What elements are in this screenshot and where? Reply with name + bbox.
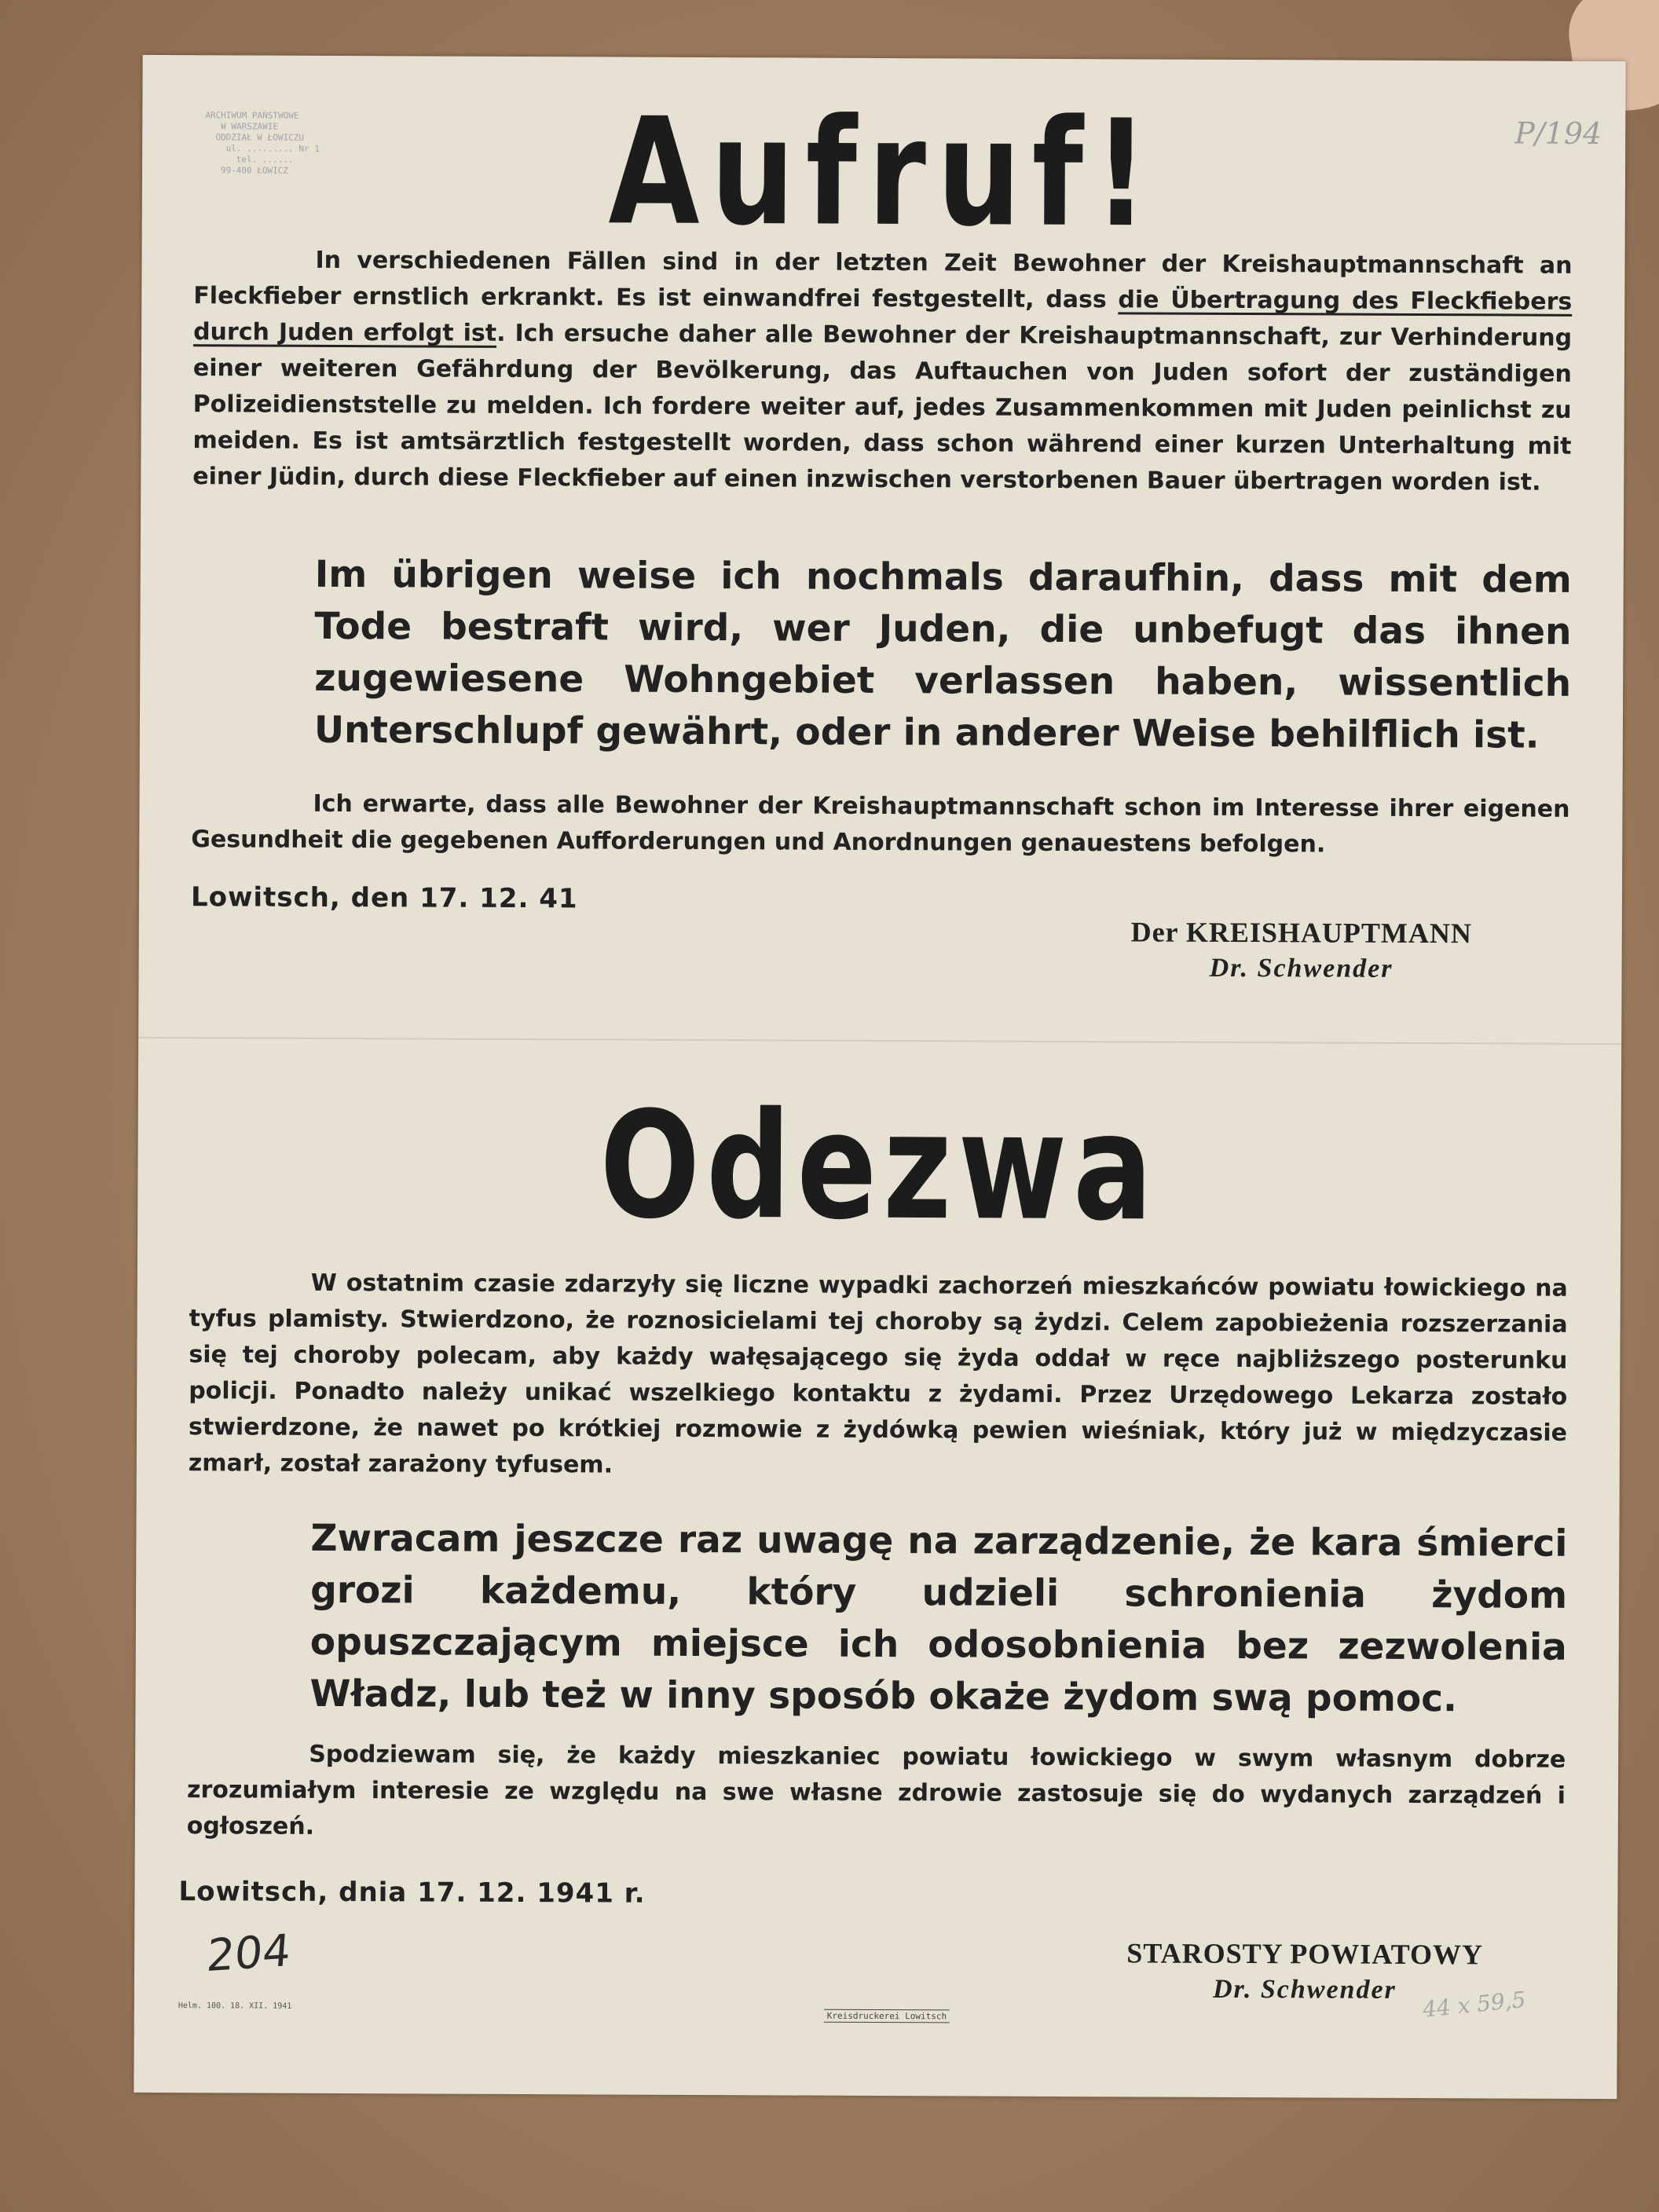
german-place-date: Lowitsch, den 17. 12. 41 [190,881,578,915]
german-paragraph-1-start: In verschiedenen Fällen sind in der letzten Zeit Bewohner der Kreishauptmannschaft an Fleckfieber ernstlich erkrankt. Es ist einwandfrei festgestellt, dass [193,246,1573,314]
pencil-size-note: 44 x 59,5 [1421,1986,1527,2023]
polish-title: Odezwa [599,1080,1159,1254]
german-paragraph-1-end: . Ich ersuche daher alle Bewohner der Kreishauptmannschaft, zur Verhinderung einer weiteren Gefährdung der Bevölkerung, das Auftauchen von Juden sofort der zuständigen Polizeidienststelle zu melden. Ich fordere weiter auf, jedes Zusammenkommen mit Juden peinlichst zu meiden. Es ist amtsärztlich festgestellt worden, dass schon während einer kurzen Unterhaltung mit einer Jüdin, durch diese Fleckfieber auf einen inzwischen verstorbenen Bauer übertragen worden ist. [192,319,1573,496]
german-signature [1066,915,1537,985]
printer-note: Helm. 100. 18. XII. 1941 [178,2001,292,2011]
archive-mark: P/194 [1514,115,1602,151]
polish-paragraph-1: W ostatnim czasie zdarzyły się liczne wypadki zachorzeń mieszkańców powiatu łowickiego na tyfus plamisty. Stwierdzono, że roznosicielami tej choroby są żydzi. Celem zapobieżenia rozszerzania się tej choroby polecam, aby każdy wałęsającego się żyda oddał w ręce najbliższego posterunku policji. Ponadto należy unikać wszelkiego kontaktu z żydami. Przez Urzędowego Lekarza zostało stwierdzone, że nawet po krótkiej rozmowie z żydówką pewien wieśniak, który już w międzyczasie zmarł, został zarażony tyfusem. [188,1269,1568,1479]
archive-stamp: ARCHIWUM PAŃSTWOWE W WARSZAWIE ODDZIAŁ W ŁOWICZU ul. ......... Nr 1 tel. ...... 99-400 ŁOWICZ [204,110,320,176]
polish-place-date: Lowitsch, dnia 17. 12. 1941 r. [178,1876,646,1910]
german-title: Aufruf! [608,86,1159,261]
german-paragraph-2: Im übrigen weise ich nochmals daraufhin, dass mit dem Tode bestraft wird, wer Juden, die unbefugt das ihnen zugewiesene Wohngebiet verlassen haben, wissentlich Unterschlupf gewährt, oder in anderer Weise behilflich ist. [313,552,1572,757]
german-signature-name: Dr. Schwender [1209,953,1393,983]
german-paragraph-1-underlined: die Übertragung des Fleckfiebers durch Juden erfolgt ist [193,286,1573,347]
german-signature-office: Der KREISHAUPTMANN [1130,916,1473,950]
polish-paragraph-3: Spodziewam się, że każdy mieszkaniec powiatu łowickiego w swym własnym dobrze zrozumiałym interesie ze względu na swe własne zdrowie zastosuje się do wydanych zarządzeń i ogłoszeń. [186,1740,1566,1840]
printer-imprint: Kreisdruckerei Lowitsch [824,2009,950,2023]
polish-signature-office: STAROSTY POWIATOWY [1126,1937,1484,1971]
polish-signature-name: Dr. Schwender [1212,1974,1397,2005]
german-paragraph-1 [192,242,1572,501]
polish-paragraph-2: Zwracam jeszcze raz uwagę na zarządzenie, że kara śmierci grozi każdemu, który udzieli schronienia żydom opuszczającym miejsce ich odosobnienia bez zezwolenia Władz, lub też w inny sposób okaże żydom swą pomoc. [309,1516,1568,1721]
poster-sheet [134,55,1625,2099]
german-paragraph-3: Ich erwarte, dass alle Bewohner der Kreishauptmannschaft schon im Interesse ihrer eigenen Gesundheit die gegebenen Aufforderungen und Anordnungen genauestens befolgen. [191,789,1570,859]
handwritten-number: 204 [204,1925,293,1983]
